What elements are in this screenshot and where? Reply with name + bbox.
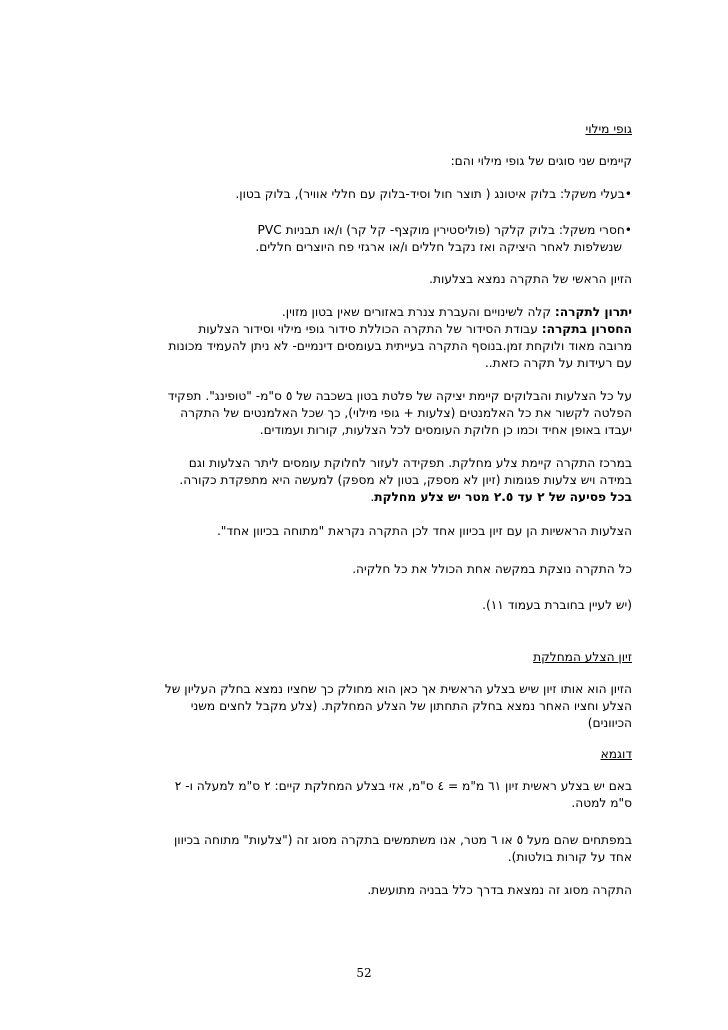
advantage-text: קלה לשינויים והעברת צנרת באזורים שאין בטון מזוין. xyxy=(281,305,555,319)
advantage-paragraph xyxy=(282,304,632,322)
center-rib-bold-text: בכל פסיעה של ٢ עד ٢.٥ מטר יש צלע מחלקת xyxy=(374,490,632,504)
page-number: 52 xyxy=(356,966,372,980)
common-use-text: התקרה מסוג זה נמצאת בדרך כלל בבניה מתועשת. xyxy=(367,883,632,897)
topping-line1: על כל הצלעות והבלוקים קיימת יציקה של פלטת בטון בשכבה של ٥ ס"מ- "טופינג". תפקיד xyxy=(167,389,632,403)
topping-line2: הפלטה לקשור את כל האלמנטים (צלעות + גופי מילוי), כך שכל האלמנטים של התקרה xyxy=(180,406,632,420)
example-line1: באם יש בצלע ראשית זיון ٦١ מ"מ = ٤ ס"מ, אזי בצלע המחלקת קיים: ٢ ס"מ למעלה ו- ٢ xyxy=(174,779,632,793)
see-booklet-text: (יש לעיין בחוברת בעמוד ١١). xyxy=(482,598,632,612)
heading-distributing-rib: זיון הצלע המחלקת xyxy=(533,650,632,664)
advantage-label: יתרון לתקרה: xyxy=(554,305,632,319)
disadvantage-line2: מרובה מאוד ולוקחת זמן.בנוסף התקרה בעייתית בעומסים דינמיים- לא ניתן להעמיד מכונות xyxy=(168,339,632,353)
disadvantage-label: החסרון בתקרה: xyxy=(541,322,632,336)
center-rib-line3 xyxy=(370,489,632,507)
heading-example: דוגמא xyxy=(600,747,632,761)
bullet-light-fillers-line2: שנשלפות לאחר היציקה ואז נקבל חללים ו/או ארגזי פח היוצרים חללים. xyxy=(255,240,622,254)
center-rib-line3-end: . xyxy=(370,490,375,504)
center-rib-line2: במידה ויש צלעות פגומות (זיון לא מספק, בטון לא מספק) למעשה היא מתפקדת כקורה. xyxy=(179,473,632,487)
topping-line3: יעבדו באופן אחיד וכמו כן חלוקת העומסים לכל הצלעות, קורות ועמודים. xyxy=(259,423,632,437)
spans-line2: אחד על קורות בולטות). xyxy=(507,850,632,864)
slab-cast-text: כל התקרה נוצקת במקשה אחת הכולל את כל חלקיה. xyxy=(352,562,632,576)
disadvantage-text-1: עבודת הסידור של התקרה הכוללת סידור גופי מילוי וסידור הצלעות xyxy=(198,322,542,336)
example-line2: ס"מ למטה. xyxy=(571,796,632,810)
intro-fillers: קיימים שני סוגים של גופי מילוי והם: xyxy=(450,154,632,168)
dist-rib-line3: הכיוונים) xyxy=(587,716,632,730)
disadvantage-line1 xyxy=(198,321,632,339)
main-reinforcement-text: הזיון הראשי של התקרה נמצא בצלעות. xyxy=(429,272,632,286)
spans-line1: במפתחים שהם מעל ٥ או ٦ מטר, אנו משתמשים בתקרה מסוג זה ("צלעות" מתוחה בכיוון xyxy=(173,833,632,847)
center-rib-line1: במרכז התקרה קיימת צלע מחלקת. תפקידה לעזור לחלוקת עומסים ליתר הצלעות וגם xyxy=(188,456,632,470)
main-ribs-text: הצלעות הראשיות הן עם זיון בכיוון אחד לכן התקרה נקראת "מתוחה בכיוון אחד". xyxy=(216,524,632,538)
dist-rib-line2: הצלע וחציו האחר נמצא בחלק התחתון של הצלע המחלקת. (צלע מקבל לחצים משני xyxy=(190,699,632,713)
heading-fillers: גופי מילוי xyxy=(585,122,632,136)
disadvantage-line3: עם רעידות על תקרה כזאת.. xyxy=(484,356,632,370)
dist-rib-line1: הזיון הוא אותו זיון שיש בצלע הראשית אך כאן הוא מחולק כך שחציו נמצא בחלק העליון של xyxy=(164,682,632,696)
bullet-heavy-fillers: •בעלי משקל: בלוק איטונג ( תוצר חול וסיד-בלוק עם חללי אוויר), בלוק בטון. xyxy=(235,187,632,201)
bullet-light-fillers-line1: •חסרי משקל: בלוק קלקר (פוליסטירין מוקצף- קל קר) ו/או תבניות PVC xyxy=(257,223,632,237)
